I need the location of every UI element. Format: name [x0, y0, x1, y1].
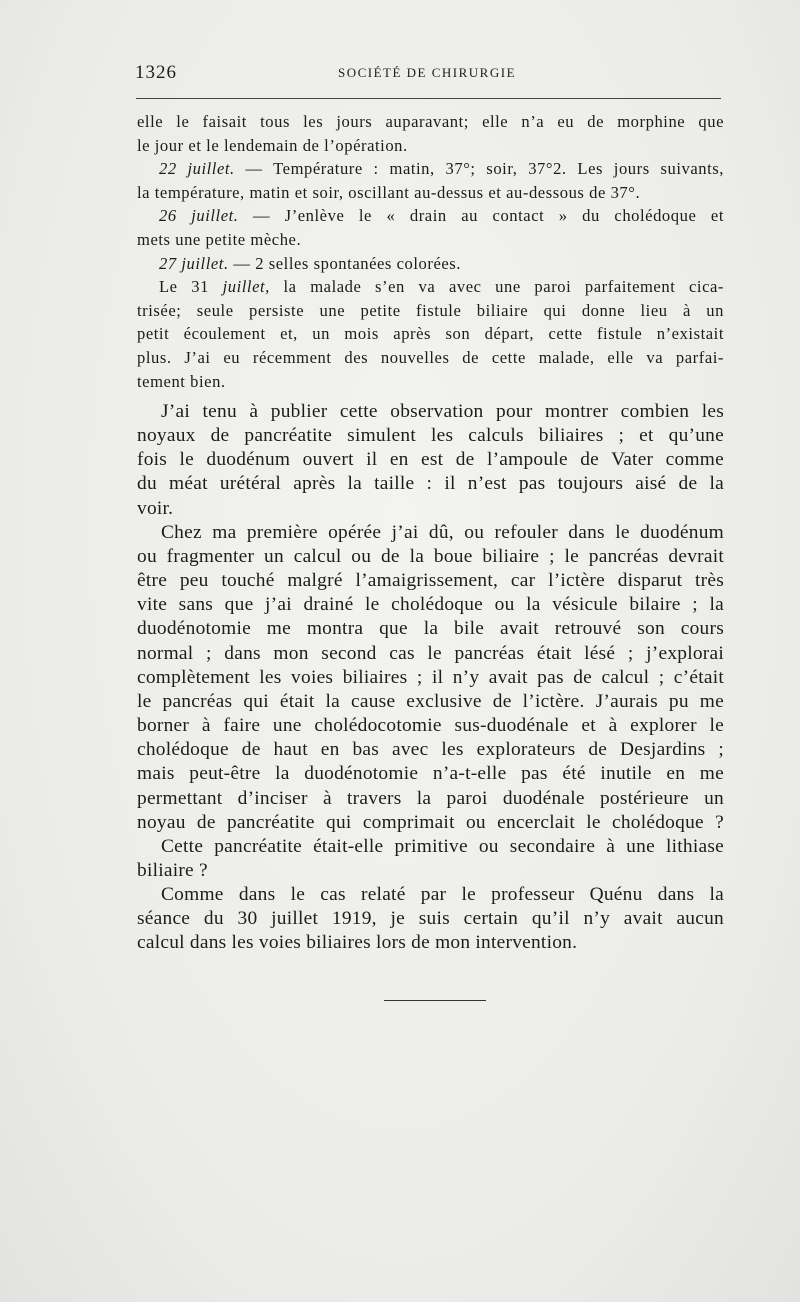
text-line: le pancréas qui était la cause exclusive de l’ictère. J’aurais pu me — [137, 690, 724, 712]
note-entry-26-cont — [137, 228, 724, 252]
note-entry-31 — [137, 275, 724, 299]
text-line: mets une petite mèche. — [137, 229, 302, 249]
note-entry-27 — [137, 252, 724, 276]
text-line: biliaire ? — [137, 859, 208, 881]
text-line: complètement les voies biliaires ; il n’y avait pas de calcul ; c’était — [137, 666, 724, 688]
text-line: mais peut-être la duodénotomie n’a-t-elle pas été inutile en me — [137, 763, 724, 785]
text-line: trisée; seule persiste une petite fistule biliaire qui donne lieu à un — [137, 300, 724, 320]
text-line: être peu touché malgré l’amaigrissement, car l’ictère disparut très — [137, 570, 724, 592]
text-line: ou fragmenter un calcul ou de la boue biliaire ; le pancréas devrait — [137, 545, 724, 567]
entry-date: 22 juillet. — [159, 159, 235, 179]
page-number: 1326 — [135, 62, 177, 83]
text-line: tement bien. — [137, 371, 226, 391]
discussion — [137, 400, 724, 956]
text-line: borner à faire une cholédocotomie sus-duodénale et à explorer le — [137, 715, 724, 737]
text-line: plus. J’ai eu récemment des nouvelles de cette malade, elle va parfai- — [137, 347, 724, 367]
entry-text: — Température : matin, 37°; soir, 37°2. Les jours suivants, — [234, 159, 724, 179]
case-notes — [137, 110, 724, 393]
text-line: duodénotomie me montra que la bile avait retrouvé son cours — [137, 618, 724, 640]
text-line: vite sans que j’ai drainé le cholédoque ou la vésicule bilaire ; la — [137, 594, 724, 616]
text-line: la température, matin et soir, oscillant au-dessus et au-dessous de 37°. — [137, 182, 641, 202]
text-line: voir. — [137, 497, 174, 519]
paragraph-2 — [137, 521, 724, 835]
entry-date: 27 juillet. — [159, 253, 229, 273]
text-line: du méat urétéral après la taille : il n’est pas toujours aisé de la — [137, 473, 724, 495]
text-line: normal ; dans mon second cas le pancréas était lésé ; j’explorai — [137, 642, 724, 664]
note-entry-26 — [137, 204, 724, 228]
text-line: J’ai tenu à publier cette observation pour montrer combien les — [161, 401, 724, 422]
text-line: noyau de pancréatite qui comprimait ou encerclait le cholédoque ? — [137, 811, 724, 833]
text-line: fois le duodénum ouvert il en est de l’ampoule de Vater comme — [137, 449, 724, 471]
text-line — [137, 252, 724, 276]
text-line: cholédoque de haut en bas avec les explorateurs de Desjardins ; — [137, 739, 724, 761]
text-line: séance du 30 juillet 1919, je suis certain qu’il n’y avait aucun — [137, 908, 724, 930]
text-line: elle le faisait tous les jours auparavant; elle n’a eu de morphine que — [137, 112, 724, 131]
text-line: le jour et le lendemain de l’opération. — [137, 135, 408, 155]
paragraph-1 — [137, 400, 724, 521]
note-entry-31-cont — [137, 299, 724, 393]
header-rule — [136, 98, 721, 99]
text-line: calcul dans les voies biliaires lors de mon intervention. — [137, 932, 578, 954]
text-line: Chez ma première opérée j’ai dû, ou refouler dans le duodénum — [161, 521, 724, 543]
entry-prefix: Le 31 — [159, 277, 223, 297]
entry-text: la malade s’en va avec une paroi parfaitement cica- — [269, 277, 724, 297]
page-header — [133, 62, 721, 84]
running-title: SOCIÉTÉ DE CHIRURGIE — [337, 65, 517, 80]
note-entry-22 — [137, 157, 724, 181]
text-line: permettant d’inciser à travers la paroi duodénale postérieure un — [137, 787, 724, 809]
entry-text: — 2 selles spontanées colorées. — [228, 253, 461, 273]
text-line: Comme dans le cas relaté par le professeur Quénu dans la — [161, 884, 724, 906]
paragraph-4 — [137, 883, 724, 955]
entry-date: 26 juillet. — [159, 206, 239, 226]
text-line — [137, 204, 724, 228]
case-notes-intro — [137, 110, 724, 157]
text-line: noyaux de pancréatite simulent les calculs biliaires ; et qu’une — [137, 425, 724, 447]
paragraph-3 — [137, 835, 724, 883]
text-line — [137, 157, 724, 181]
text-line: Cette pancréatite était-elle primitive ou secondaire à une lithiase — [161, 835, 724, 857]
text-line: petit écoulement et, un mois après son départ, cette fistule n’existait — [137, 324, 724, 344]
end-rule — [384, 1000, 486, 1001]
entry-date: juillet, — [222, 277, 270, 297]
entry-text: — J’enlève le « drain au contact » du cholédoque et — [238, 206, 724, 226]
note-entry-22-cont — [137, 181, 724, 205]
text-line — [137, 275, 724, 299]
